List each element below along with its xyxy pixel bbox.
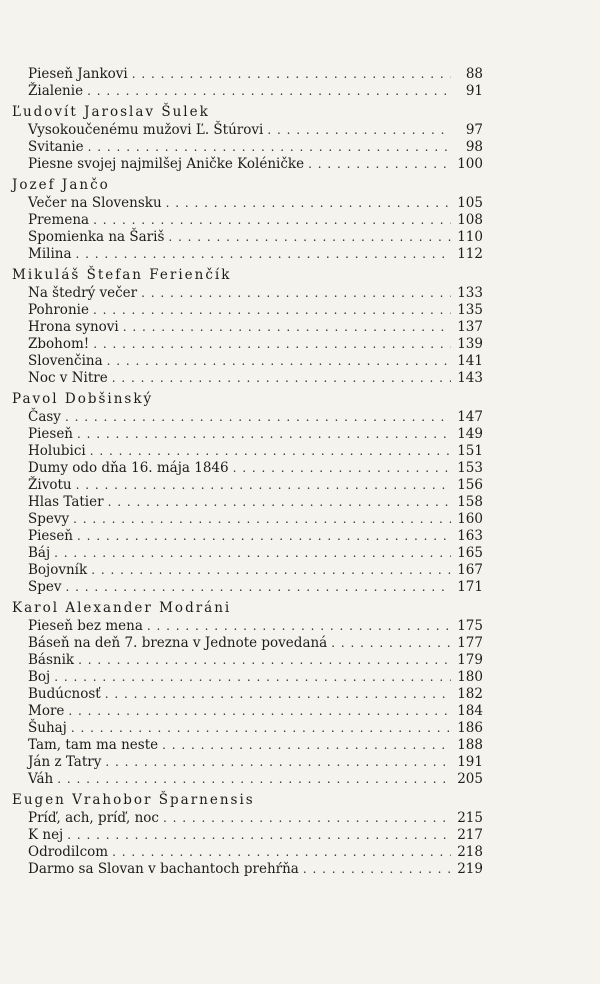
- dot-leader: [112, 370, 451, 387]
- entry-page-number: 97: [465, 122, 483, 138]
- entry-page-number: 156: [457, 477, 483, 493]
- entry-page-number: 165: [457, 545, 483, 561]
- dot-leader: [162, 737, 451, 754]
- entry-title: Pieseň Jankovi: [28, 66, 128, 82]
- entry-title: Slovenčina: [28, 353, 103, 369]
- entry-page-number: 105: [457, 195, 483, 211]
- toc-entry: [28, 212, 483, 229]
- dot-leader: [147, 618, 451, 635]
- dot-leader: [166, 195, 451, 212]
- entry-page-number: 100: [457, 156, 483, 172]
- dot-leader: [87, 83, 451, 100]
- entry-title: Spomienka na Šariš: [28, 229, 165, 245]
- entry-page-number: 219: [457, 861, 483, 877]
- toc-entry: [28, 528, 483, 545]
- toc-entry: [28, 246, 483, 263]
- toc-entry: [28, 139, 483, 156]
- toc-entry: [28, 827, 483, 844]
- entry-title: Odrodilcom: [28, 844, 109, 860]
- entry-title: Svitanie: [28, 139, 84, 155]
- author-heading: Mikuláš Štefan Ferienčík: [12, 267, 232, 283]
- entry-page-number: 91: [465, 83, 483, 99]
- dot-leader: [303, 861, 451, 878]
- entry-page-number: 177: [457, 635, 483, 651]
- entry-title: Pieseň bez mena: [28, 618, 143, 634]
- entry-page-number: 167: [457, 562, 483, 578]
- entry-title: Noc v Nitre: [28, 370, 108, 386]
- entry-page-number: 215: [457, 810, 483, 826]
- entry-title: Váh: [28, 771, 54, 787]
- entry-title: Boj: [28, 669, 51, 685]
- dot-leader: [54, 669, 451, 686]
- dot-leader: [123, 319, 451, 336]
- entry-page-number: 184: [457, 703, 483, 719]
- dot-leader: [57, 771, 451, 788]
- entry-title: Pieseň: [28, 426, 74, 442]
- entry-title: Šuhaj: [28, 720, 67, 736]
- toc-entry: [28, 302, 483, 319]
- entry-title: Na štedrý večer: [28, 285, 138, 301]
- entry-page-number: 175: [457, 618, 483, 634]
- entry-title: Žialenie: [28, 83, 84, 99]
- toc-entry: [28, 460, 483, 477]
- entry-page-number: 139: [457, 336, 483, 352]
- dot-leader: [73, 511, 451, 528]
- toc-entry: [28, 686, 483, 703]
- dot-leader: [67, 827, 451, 844]
- dot-leader: [65, 409, 451, 426]
- dot-leader: [112, 844, 451, 861]
- toc-entry: [28, 737, 483, 754]
- dot-leader: [233, 460, 451, 477]
- author-heading: Ľudovít Jaroslav Šulek: [12, 104, 210, 120]
- entry-page-number: 217: [457, 827, 483, 843]
- toc-entry: [28, 703, 483, 720]
- toc-entry: [28, 720, 483, 737]
- dot-leader: [68, 703, 451, 720]
- entry-page-number: 218: [457, 844, 483, 860]
- entry-title: K nej: [28, 827, 64, 843]
- entry-title: Vysokoučenému mužovi Ľ. Štúrovi: [28, 122, 264, 138]
- entry-title: Budúcnosť: [28, 686, 101, 702]
- entry-title: Pieseň: [28, 528, 74, 544]
- entry-page-number: 153: [457, 460, 483, 476]
- entry-page-number: 149: [457, 426, 483, 442]
- toc-entry: [28, 844, 483, 861]
- dot-leader: [66, 579, 451, 596]
- dot-leader: [91, 562, 451, 579]
- dot-leader: [88, 139, 451, 156]
- entry-page-number: 88: [465, 66, 483, 82]
- entry-page-number: 160: [457, 511, 483, 527]
- author-heading: Eugen Vrahobor Šparnensis: [12, 792, 255, 808]
- entry-title: Dumy odo dňa 16. mája 1846: [28, 460, 229, 476]
- entry-page-number: 110: [457, 229, 483, 245]
- entry-page-number: 158: [457, 494, 483, 510]
- toc-entry: [28, 635, 483, 652]
- toc-entry: [28, 443, 483, 460]
- dot-leader: [105, 686, 451, 703]
- entry-title: Pohronie: [28, 302, 89, 318]
- toc-entry: [28, 66, 483, 83]
- toc-entry: [28, 861, 483, 878]
- toc-entry: [28, 229, 483, 246]
- dot-leader: [54, 545, 451, 562]
- entry-page-number: 180: [457, 669, 483, 685]
- toc-entry: [28, 618, 483, 635]
- entry-page-number: 147: [457, 409, 483, 425]
- dot-leader: [76, 246, 451, 263]
- entry-title: Ján z Tatry: [28, 754, 102, 770]
- entry-page-number: 137: [457, 319, 483, 335]
- entry-title: Príď, ach, príď, noc: [28, 810, 159, 826]
- dot-leader: [141, 285, 451, 302]
- toc-entry: [28, 353, 483, 370]
- toc-entry: [28, 409, 483, 426]
- dot-leader: [71, 720, 451, 737]
- dot-leader: [77, 528, 451, 545]
- entry-page-number: 135: [457, 302, 483, 318]
- entry-page-number: 186: [457, 720, 483, 736]
- entry-page-number: 143: [457, 370, 483, 386]
- entry-title: Darmo sa Slovan v bachantoch prehŕňa: [28, 861, 299, 877]
- toc-entry: [28, 562, 483, 579]
- toc-entry: [28, 771, 483, 788]
- entry-title: More: [28, 703, 65, 719]
- entry-page-number: 188: [457, 737, 483, 753]
- entry-title: Báj: [28, 545, 51, 561]
- toc-entry: [28, 810, 483, 827]
- entry-title: Milina: [28, 246, 72, 262]
- entry-page-number: 205: [457, 771, 483, 787]
- toc-entry: [28, 494, 483, 511]
- toc-entry: [28, 83, 483, 100]
- toc-entry: [28, 477, 483, 494]
- entry-page-number: 171: [457, 579, 483, 595]
- dot-leader: [168, 229, 451, 246]
- entry-page-number: 112: [457, 246, 483, 262]
- entry-title: Spev: [28, 579, 62, 595]
- entry-title: Hrona synovi: [28, 319, 119, 335]
- entry-page-number: 182: [457, 686, 483, 702]
- dot-leader: [331, 635, 451, 652]
- entry-title: Večer na Slovensku: [28, 195, 162, 211]
- entry-title: Piesne svojej najmilšej Aničke Koléničke: [28, 156, 305, 172]
- entry-page-number: 163: [457, 528, 483, 544]
- toc-entry: [28, 426, 483, 443]
- dot-leader: [93, 302, 451, 319]
- entry-title: Báseň na deň 7. brezna v Jednote povedaná: [28, 635, 328, 651]
- toc-entry: [28, 319, 483, 336]
- dot-leader: [77, 426, 451, 443]
- entry-title: Zbohom!: [28, 336, 90, 352]
- entry-page-number: 141: [457, 353, 483, 369]
- toc-entry: [28, 652, 483, 669]
- dot-leader: [93, 336, 451, 353]
- toc-entry: [28, 370, 483, 387]
- toc-entry: [28, 579, 483, 596]
- entry-title: Holubici: [28, 443, 86, 459]
- entry-page-number: 191: [457, 754, 483, 770]
- dot-leader: [76, 477, 451, 494]
- entry-title: Bojovník: [28, 562, 88, 578]
- dot-leader: [108, 494, 451, 511]
- dot-leader: [90, 443, 451, 460]
- author-heading: Jozef Jančo: [12, 177, 110, 193]
- toc-entry: [28, 511, 483, 528]
- toc-entry: [28, 545, 483, 562]
- table-of-contents: [0, 66, 600, 878]
- dot-leader: [308, 156, 451, 173]
- entry-title: Tam, tam ma neste: [28, 737, 159, 753]
- entry-title: Spevy: [28, 511, 70, 527]
- author-heading: Pavol Dobšinský: [12, 391, 154, 407]
- dot-leader: [78, 652, 451, 669]
- toc-entry: [28, 195, 483, 212]
- author-heading: Karol Alexander Modráni: [12, 600, 232, 616]
- dot-leader: [107, 353, 451, 370]
- entry-title: Životu: [28, 477, 72, 493]
- dot-leader: [163, 810, 451, 827]
- toc-entry: [28, 669, 483, 686]
- toc-entry: [28, 122, 483, 139]
- toc-entry: [28, 754, 483, 771]
- entry-page-number: 108: [457, 212, 483, 228]
- dot-leader: [105, 754, 451, 771]
- entry-page-number: 179: [457, 652, 483, 668]
- toc-entry: [28, 336, 483, 353]
- entry-page-number: 98: [465, 139, 483, 155]
- dot-leader: [267, 122, 451, 139]
- toc-entry: [28, 285, 483, 302]
- entry-title: Časy: [28, 409, 61, 425]
- dot-leader: [93, 212, 451, 229]
- entry-title: Básnik: [28, 652, 75, 668]
- entry-page-number: 133: [457, 285, 483, 301]
- entry-title: Premena: [28, 212, 90, 228]
- entry-page-number: 151: [457, 443, 483, 459]
- toc-entry: [28, 156, 483, 173]
- dot-leader: [132, 66, 451, 83]
- entry-title: Hlas Tatier: [28, 494, 104, 510]
